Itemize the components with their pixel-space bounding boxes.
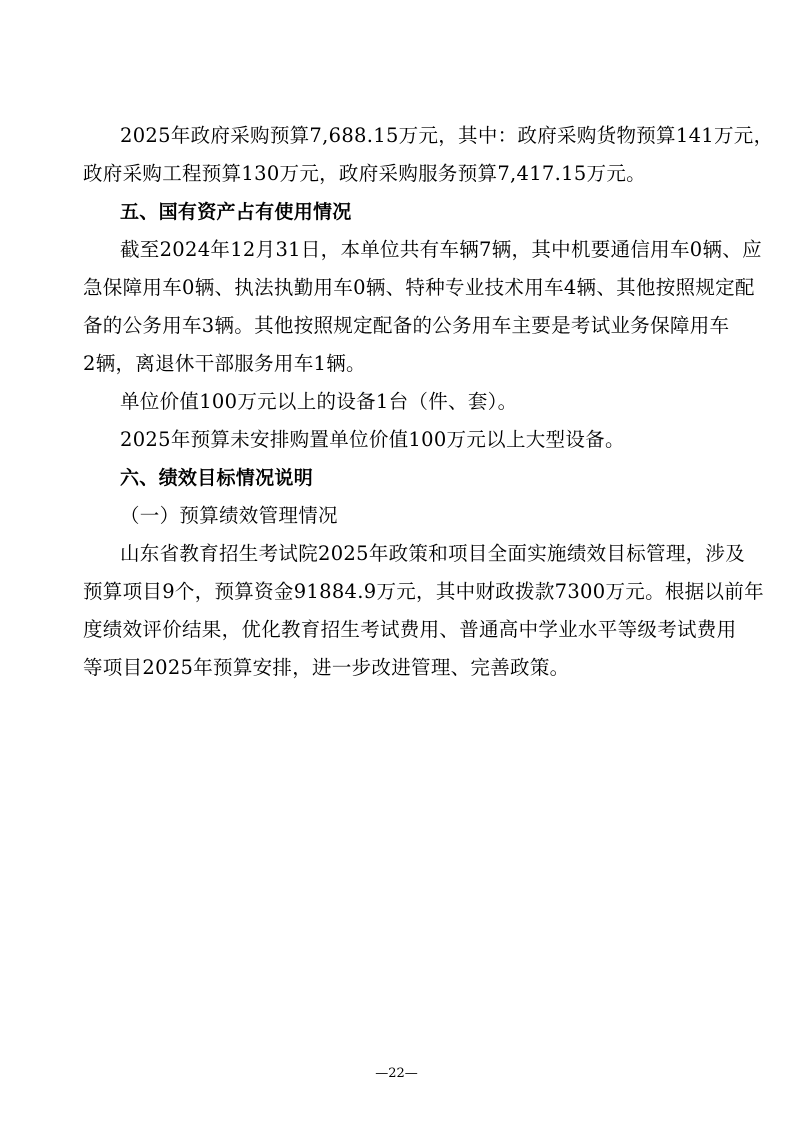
- procurement-line-1: 2025年政府采购预算7,688.15万元，其中：政府采购货物预算141万元，: [120, 124, 774, 147]
- vehicles-line-4: 2辆，离退休干部服务用车1辆。: [83, 352, 366, 375]
- performance-line-1: 山东省教育招生考试院2025年政策和项目全面实施绩效目标管理，涉及: [120, 542, 746, 565]
- vehicles-line-3: 备的公务用车3辆。其他按照规定配备的公务用车主要是考试业务保障用车: [83, 314, 730, 337]
- section-6-subheading: （一）预算绩效管理情况: [120, 504, 338, 527]
- vehicles-line-1: 截至2024年12月31日，本单位共有车辆7辆，其中机要通信用车0辆、应: [120, 238, 762, 261]
- equipment-line: 单位价值100万元以上的设备1台（件、套）。: [120, 390, 518, 413]
- section-5-heading: 五、国有资产占有使用情况: [120, 201, 352, 223]
- performance-line-3: 度绩效评价结果，优化教育招生考试费用、普通高中学业水平等级考试费用: [83, 618, 737, 641]
- performance-line-2: 预算项目9个，预算资金91884.9万元，其中财政拨款7300万元。根据以前年: [83, 580, 764, 603]
- performance-line-4: 等项目2025年预算安排，进一步改进管理、完善政策。: [83, 656, 570, 679]
- vehicles-line-2: 急保障用车0辆、执法执勤用车0辆、特种专业技术用车4辆、其他按照规定配: [83, 276, 755, 299]
- section-6-heading: 六、绩效目标情况说明: [120, 467, 314, 489]
- procurement-line-2: 政府采购工程预算130万元，政府采购服务预算7,417.15万元。: [83, 162, 646, 185]
- purchase-plan-line: 2025年预算未安排购置单位价值100万元以上大型设备。: [120, 428, 625, 451]
- page-number: —22—: [375, 1066, 418, 1081]
